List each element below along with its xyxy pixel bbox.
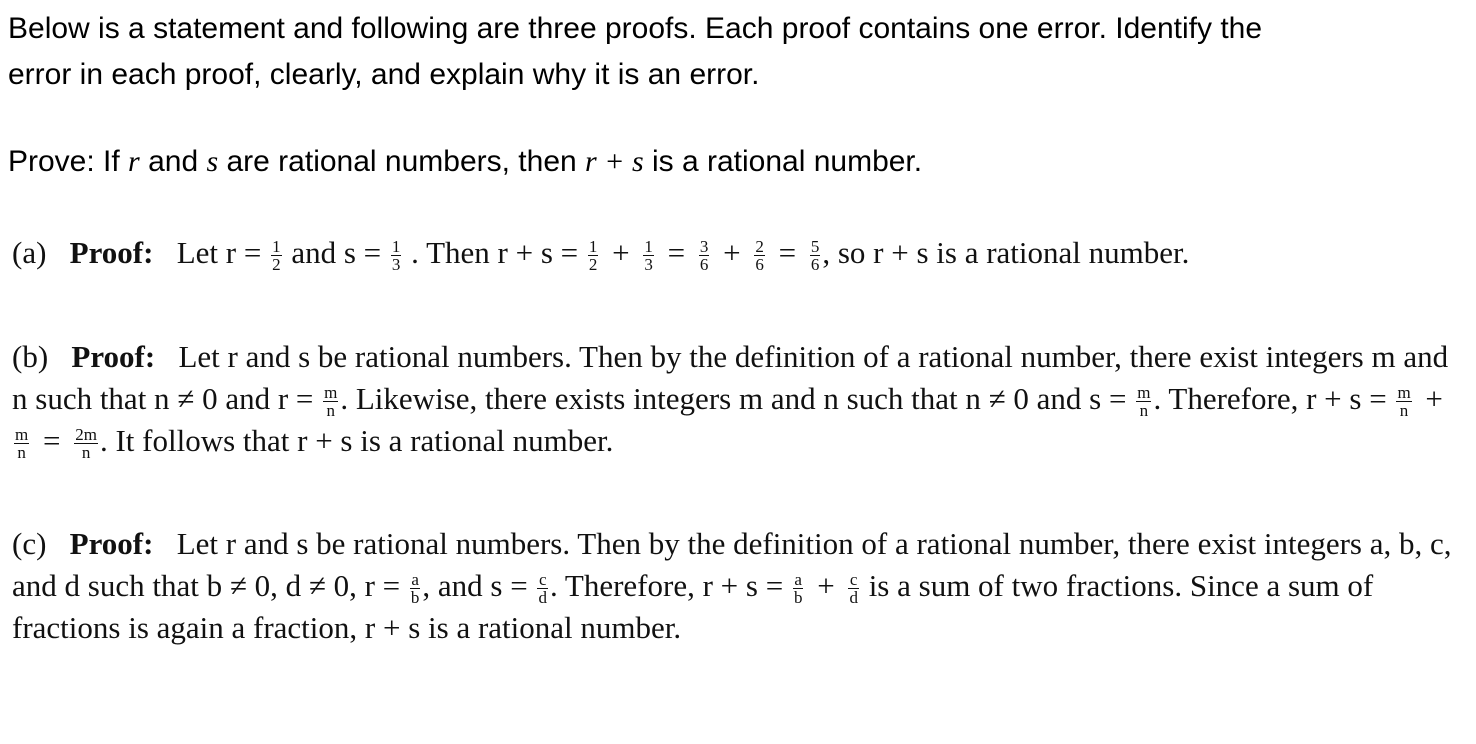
fraction-c-over-d: $\frac{c}{d}$ [538, 570, 547, 608]
instructions [8, 6, 1458, 98]
proof-a-proof-word: Proof: [69, 235, 154, 270]
statement-var-r: r [128, 145, 140, 178]
proof-c-text-1: Let r and s be rational numbers. Then by the definition of a rational number, there exist integers a, b, c, and d such that b ≠ 0, d ≠ 0, r = [12, 526, 1452, 603]
plus-sign-4: + [817, 568, 835, 603]
fraction-five-sixths: $\frac{5}{6}$ [810, 237, 820, 275]
fraction-m-over-n-2: $\frac{m}{n}$ [1137, 383, 1151, 421]
proof-b-text-2: . Likewise, there exists integers m and n such that n ≠ 0 and s = [340, 381, 1135, 416]
proof-a-let-r: Let r = [176, 235, 270, 270]
proof-a-then: . Then r + s = [411, 235, 586, 270]
fraction-m-over-n-3: $\frac{m}{n}$ [1397, 383, 1411, 421]
equals-sign-2: = [778, 235, 797, 270]
proof-c-label: (c) [12, 526, 47, 561]
proof-c-text-2: , and s = [422, 568, 536, 603]
fraction-c-over-d-2: $\frac{c}{d}$ [849, 570, 858, 608]
plus-sign: + [612, 235, 630, 270]
equals-sign: = [667, 235, 686, 270]
proof-b [12, 336, 1462, 462]
statement-prefix: Prove: If [8, 145, 129, 178]
proof-c-text-3: . Therefore, r + s = [549, 568, 791, 603]
proof-c-text-4: is a sum of two fractions. Since a sum of fractions is again a fraction, r + s is a rational number. [12, 568, 1374, 645]
proof-c [12, 523, 1462, 649]
proof-b-text-1: Let r and s be rational numbers. Then by the definition of a rational number, there exist integers m and n such that n ≠ 0 and r = [12, 339, 1449, 416]
fraction-m-over-n: $\frac{m}{n}$ [324, 383, 338, 421]
statement-middle: are rational numbers, then [218, 145, 586, 178]
instructions-line-2: error in each proof, clearly, and explain why it is an error. [8, 58, 760, 91]
fraction-one-third-2: $\frac{1}{3}$ [644, 237, 653, 275]
statement-var-s: s [206, 145, 219, 178]
fraction-one-third: $\frac{1}{3}$ [391, 237, 401, 275]
fraction-a-over-b-2: $\frac{a}{b}$ [793, 570, 803, 608]
fraction-2m-over-n: $\frac{2m}{n}$ [75, 425, 97, 463]
statement [8, 139, 922, 185]
proof-a [12, 232, 1462, 274]
fraction-a-over-b: $\frac{a}{b}$ [410, 570, 420, 608]
fraction-one-half: $\frac{1}{2}$ [272, 237, 281, 275]
fraction-two-sixths: $\frac{2}{6}$ [755, 237, 764, 275]
statement-and: and [139, 145, 207, 178]
plus-sign-3: + [1425, 381, 1443, 416]
statement-r-plus-s: r + s [585, 145, 644, 178]
proof-a-label: (a) [12, 235, 47, 270]
proof-c-proof-word: Proof: [69, 526, 154, 561]
fraction-m-over-n-4: $\frac{m}{n}$ [15, 425, 29, 463]
fraction-three-sixths: $\frac{3}{6}$ [699, 237, 709, 275]
equals-sign-3: = [42, 423, 61, 458]
proof-b-proof-word: Proof: [71, 339, 156, 374]
instructions-line-1: Below is a statement and following are three proofs. Each proof contains one error. Identify the [8, 12, 1263, 45]
proof-b-text-4: . It follows that r + s is a rational number. [99, 423, 614, 458]
proof-b-text-3: . Therefore, r + s = [1153, 381, 1395, 416]
proof-a-end: , so r + s is a rational number. [822, 235, 1190, 270]
statement-suffix: is a rational number. [643, 145, 923, 178]
fraction-one-half-2: $\frac{1}{2}$ [588, 237, 598, 275]
proof-a-and-s: and s = [291, 235, 389, 270]
proof-b-label: (b) [12, 339, 49, 374]
plus-sign-2: + [723, 235, 741, 270]
